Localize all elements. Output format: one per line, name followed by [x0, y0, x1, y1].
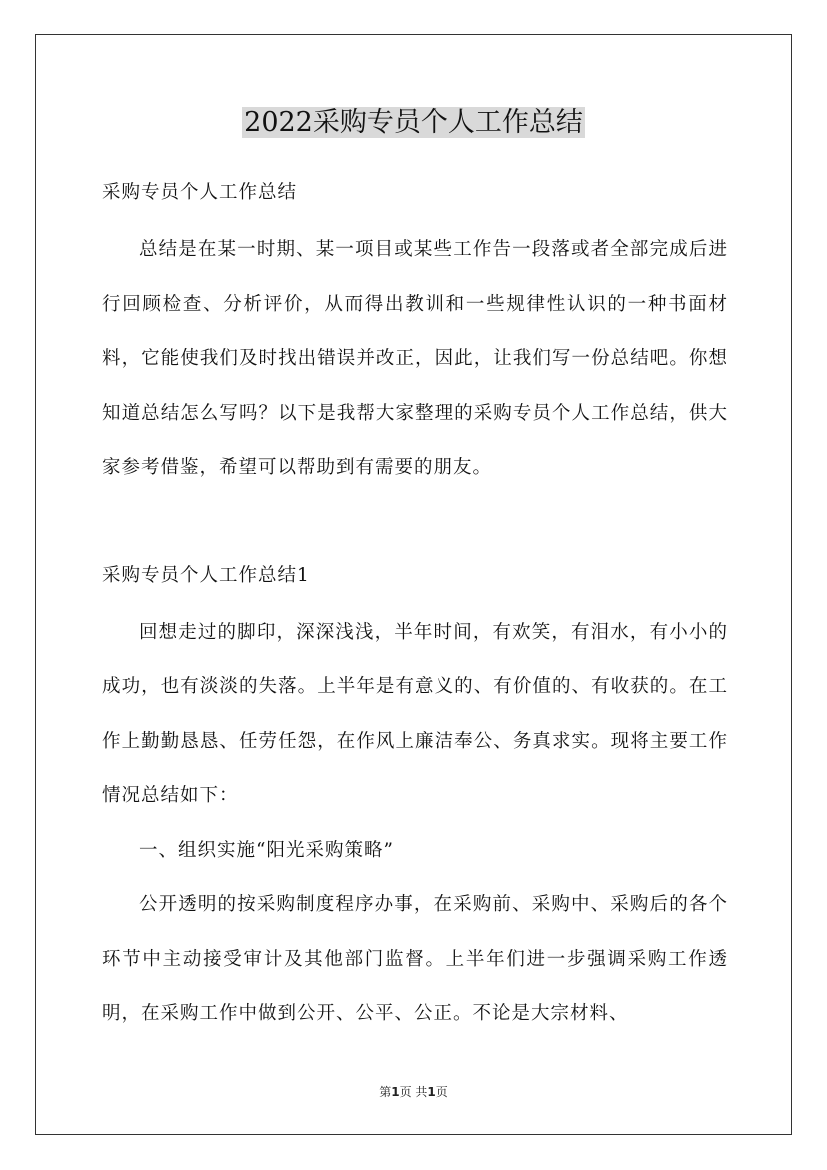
subheading: 一、组织实施“阳光采购策略”	[139, 839, 394, 861]
footer-mid: 页 共	[399, 1085, 428, 1099]
footer-total-pages: 1	[427, 1085, 436, 1099]
document-body	[102, 163, 728, 1042]
section-heading: 采购专员个人工作总结	[102, 182, 298, 203]
paragraph: 公开透明的按采购制度程序办事，在采购前、采购中、采购后的各个环节中主动接受审计及其他部门监督。上半年们进一步强调采购工作透明，在采购工作中做到公开、公平、公正。不论是大宗材料、	[102, 894, 728, 1024]
document-title	[0, 104, 827, 142]
paragraph: 总结是在某一时期、某一项目或某些工作告一段落或者全部完成后进行回顾检查、分析评价，从而得出教训和一些规律性认识的一种书面材料，它能使我们及时找出错误并改正，因此，让我们写一份总结吧。你想知道总结怎么写吗？以下是我帮大家整理的采购专员个人工作总结，供大家参考借鉴，希望可以帮助到有需要的朋友。	[102, 239, 728, 478]
section-heading: 采购专员个人工作总结1	[102, 564, 310, 586]
paragraph: 回想走过的脚印，深深浅浅，半年时间，有欢笑，有泪水，有小小的成功，也有淡淡的失落。上半年是有意义的、有价值的、有收获的。在工作上勤勤恳恳、任劳任怨，在作风上廉洁奉公、务真求实。现将主要工作情况总结如下：	[102, 621, 728, 806]
page-footer	[0, 1083, 827, 1100]
footer-prefix: 第	[379, 1085, 392, 1099]
footer-suffix: 页	[435, 1085, 448, 1099]
footer-current-page: 1	[391, 1085, 400, 1099]
document-title-text: 2022采购专员个人工作总结	[244, 107, 583, 138]
section-gap	[102, 496, 728, 546]
